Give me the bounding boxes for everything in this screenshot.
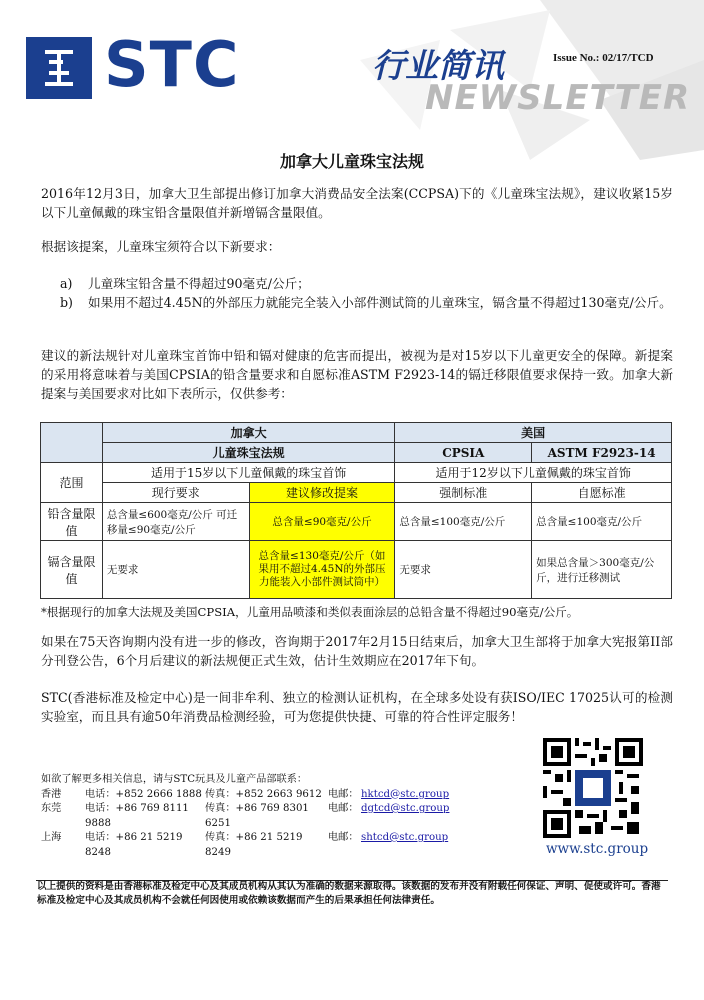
cd-proposal: 总含量≤130毫克/公斤（如果用不超过4.45N的外部压力能装入小部件测试筒中） bbox=[249, 541, 395, 599]
col-mandatory: 强制标准 bbox=[395, 483, 532, 503]
alignment-paragraph: 建议的新法规针对儿童珠宝首饰中铅和镉对健康的危害而提出，被视为是对15岁以下儿童更安全的保障。新提案的采用将意味着与美国CPSIA的铅含量要求和自愿标准ASTM F2923-14的镉迁移限值要求保持一致。加拿大新提案与美国要求对比如下表所示，仅供参考： bbox=[41, 348, 673, 401]
header-usa: 美国 bbox=[395, 423, 672, 443]
email-link[interactable]: hktcd@stc.group bbox=[361, 788, 450, 800]
list-item: b) 如果用不超过4.45N的外部压力就能完全装入小部件测试筒的儿童珠宝，镉含量不得超过130毫克/公斤。 bbox=[60, 295, 672, 310]
contact-block bbox=[41, 773, 449, 860]
scope-usa: 适用于12岁以下儿童佩戴的珠宝首饰 bbox=[395, 463, 672, 483]
header-canada: 加拿大 bbox=[102, 423, 394, 443]
requirements-list bbox=[60, 274, 672, 312]
email-link[interactable]: shtcd@stc.group bbox=[361, 832, 449, 843]
row-label-cadmium: 镉含量限值 bbox=[41, 541, 103, 599]
lead-astm: 总含量≤100毫克/公斤 bbox=[532, 503, 672, 541]
contact-row: 上海 电话：+86 21 5219 8248 传真：+86 21 5219 8249 电邮： shtcd@stc.group bbox=[41, 831, 449, 860]
requirements-intro: 根据该提案，儿童珠宝须符合以下新要求： bbox=[41, 239, 281, 254]
table-footnote: *根据现行的加拿大法规及美国CPSIA，儿童用品喷漆和类似表面涂层的总铅含量不得超过90毫克/公斤。 bbox=[41, 605, 579, 619]
table-corner bbox=[41, 423, 103, 463]
qr-code-icon bbox=[543, 738, 643, 838]
row-label-scope: 范围 bbox=[41, 463, 103, 503]
lead-current: 总含量≤600毫克/公斤 可迁移量≤90毫克/公斤 bbox=[102, 503, 249, 541]
lead-cpsia: 总含量≤100毫克/公斤 bbox=[395, 503, 532, 541]
col-voluntary: 自愿标准 bbox=[532, 483, 672, 503]
cd-astm: 如果总含量＞300毫克/公斤，进行迁移测试 bbox=[532, 541, 672, 599]
col-current: 现行要求 bbox=[102, 483, 249, 503]
timeline-paragraph: 如果在75天咨询期内没有进一步的修改，咨询期于2017年2月15日结束后，加拿大卫生部将于加拿大宪报第II部分刊登公告，6个月后建议的新法规便正式生效，估计生效期应在2017年下旬。 bbox=[41, 634, 673, 668]
stc-logo-emblem bbox=[26, 37, 92, 99]
intro-paragraph: 2016年12月3日，加拿大卫生部提出修订加拿大消费品安全法案(CCPSA)下的《儿童珠宝法规》，建议收紧15岁以下儿童佩戴的珠宝铅含量限值并新增镉含量限值。 bbox=[41, 186, 673, 220]
header-cpsia: CPSIA bbox=[395, 443, 532, 463]
about-stc-paragraph: STC(香港标准及检定中心)是一间非牟利、独立的检测认证机构，在全球多处设有获ISO/IEC 17025认可的检测实验室，而且具有逾50年消费品检测经验，可为您提供快捷、可靠的符合性评定服务！ bbox=[41, 690, 673, 724]
website-link[interactable]: www.stc.group bbox=[546, 841, 649, 857]
newsletter-title-cn: 行业简讯 bbox=[372, 46, 504, 85]
scope-canada: 适用于15岁以下儿童佩戴的珠宝首饰 bbox=[102, 463, 394, 483]
contact-intro: 如欲了解更多相关信息，请与STC玩具及儿童产品部联系： bbox=[41, 774, 308, 785]
row-label-lead: 铅含量限值 bbox=[41, 503, 103, 541]
disclaimer: 以上提供的资料是由香港标准及检定中心及其成员机构从其认为准确的数据来源取得。该数据的发布并没有附载任何保证、声明、促使或许可。香港标准及检定中心及其成员机构不会就任何因使用或依赖该数据而产生的后果承担任何法律责任。 bbox=[37, 881, 661, 906]
document-title: 加拿大儿童珠宝法规 bbox=[279, 152, 424, 171]
issue-number: Issue No.: 02/17/TCD bbox=[553, 52, 654, 64]
list-item: a) 儿童珠宝铅含量不得超过90毫克/公斤； bbox=[60, 276, 310, 291]
col-proposal: 建议修改提案 bbox=[249, 483, 395, 503]
cd-cpsia: 无要求 bbox=[395, 541, 532, 599]
contact-row: 东莞 电话：+86 769 8111 9888 传真：+86 769 8301 6251 电邮： dgtcd@stc.group bbox=[41, 802, 449, 831]
email-link[interactable]: dgtcd@stc.group bbox=[361, 803, 450, 814]
stc-logo-text: STC bbox=[104, 28, 240, 101]
comparison-table bbox=[40, 422, 672, 599]
newsletter-label: NEWSLETTER bbox=[425, 78, 691, 118]
header-astm: ASTM F2923-14 bbox=[532, 443, 672, 463]
contact-row: 香港 电话：+852 2666 1888 传真：+852 2663 9612 电邮： hktcd@stc.group bbox=[41, 788, 449, 803]
header-canada-reg: 儿童珠宝法规 bbox=[102, 443, 394, 463]
cd-current: 无要求 bbox=[102, 541, 249, 599]
lead-proposal: 总含量≤90毫克/公斤 bbox=[249, 503, 395, 541]
